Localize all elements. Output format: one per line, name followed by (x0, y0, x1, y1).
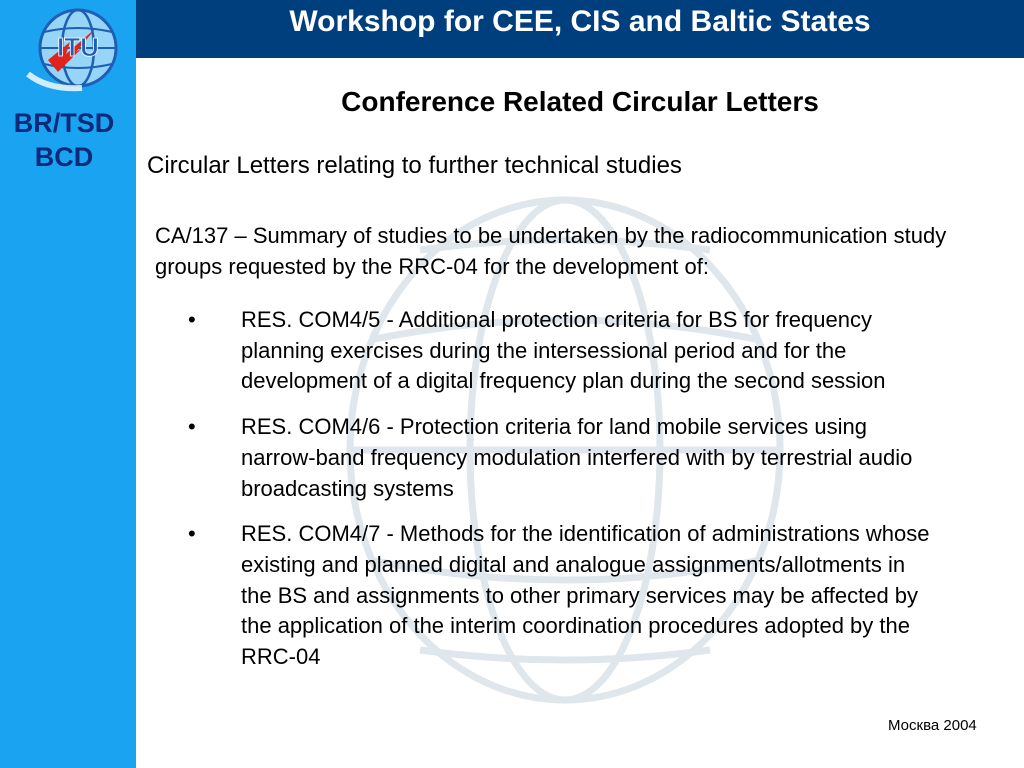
bullet-icon: • (188, 414, 196, 440)
resolution-list (188, 305, 940, 688)
intro-paragraph: CA/137 – Summary of studies to be undertaken by the radiocommunication study groups requested by the RRC-04 for the development of: (155, 223, 947, 279)
bullet-icon: • (188, 521, 196, 547)
slide-subtitle: Circular Letters relating to further technical studies (147, 152, 682, 179)
bullet-icon: • (188, 307, 196, 332)
footer-location-date: Москва 2004 (888, 717, 977, 734)
itu-logo-icon (8, 2, 132, 100)
list-item (188, 519, 940, 673)
slide-title: Conference Related Circular Letters (341, 86, 819, 117)
sidebar (0, 0, 136, 768)
workshop-title: Workshop for CEE, CIS and Baltic States (289, 5, 871, 38)
list-item-text: RES. COM4/6 - Protection criteria for land mobile services using narrow-band frequency modulation interfered with by terrestrial audio broadcasting systems (241, 414, 913, 501)
list-item-text: RES. COM4/5 - Additional protection criteria for BS for frequency planning exercises during the intersessional period and for the development of a digital frequency plan during the second session (241, 307, 886, 394)
list-item (188, 305, 940, 397)
unit-label-line1: BR/TSD (13, 108, 115, 138)
header-bar (136, 0, 1024, 58)
list-item (188, 412, 940, 504)
list-item-text: RES. COM4/7 - Methods for the identification of administrations whose existing and planned digital and analogue assignments/allotments in the BS and assignments to other primary services may be affected by the application of the interim coordination procedures adopted by the RRC-04 (241, 521, 930, 670)
svg-text:ITU: ITU (57, 32, 99, 62)
unit-label-line2: BCD (34, 142, 94, 172)
